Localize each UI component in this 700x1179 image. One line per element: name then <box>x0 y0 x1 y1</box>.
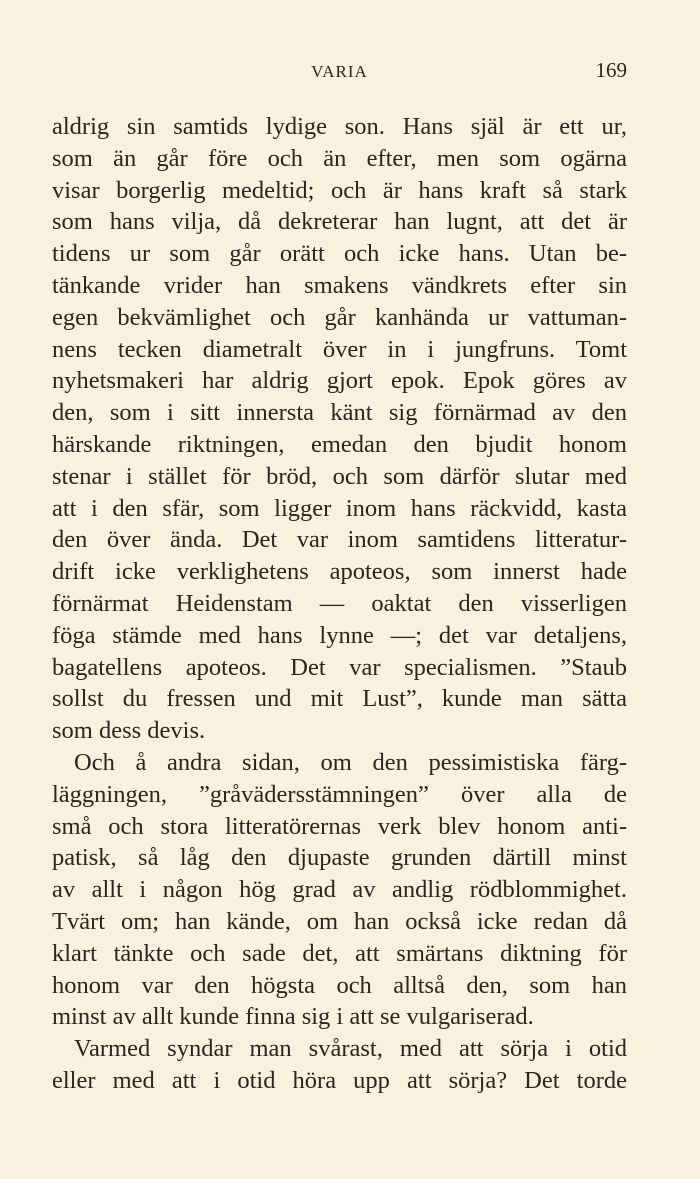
text-line: härskande riktningen, emedan den bjudit honom <box>52 430 627 458</box>
text-line: den, som i sitt innersta känt sig förnärmad av den <box>52 399 627 427</box>
text-line: klart tänkte och sade det, att smärtans diktning för <box>52 939 627 967</box>
text-line: föga stämde med hans lynne —; det var detaljens, <box>52 621 627 649</box>
text-line: den över ända. Det var inom samtidens litteratur- <box>52 526 627 554</box>
running-header <box>52 58 627 86</box>
running-title: VARIA <box>311 62 368 81</box>
text-line: nens tecken diametralt över in i jungfruns. Tomt <box>52 335 627 363</box>
text-line: förnärmat Heidenstam — oaktat den visserligen <box>52 589 627 617</box>
text-line: läggningen, ”gråvädersstämningen” över alla de <box>52 780 627 808</box>
text-line: drift icke verklighetens apoteos, som innerst hade <box>52 558 627 586</box>
text-line: stenar i stället för bröd, och som därför slutar med <box>52 462 627 490</box>
text-line: som än går före och än efter, men som ogärna <box>52 144 627 172</box>
text-line: att i den sfär, som ligger inom hans räckvidd, kasta <box>52 494 627 522</box>
text-line: eller med att i otid höra upp att sörja? Det torde <box>52 1066 627 1094</box>
text-line: Tvärt om; han kände, om han också icke redan då <box>52 907 627 935</box>
text-line: visar borgerlig medeltid; och är hans kraft så stark <box>52 176 627 204</box>
text-line: tänkande vrider han smakens vändkrets efter sin <box>52 271 627 299</box>
page-number: 169 <box>595 58 627 82</box>
body-text <box>52 111 627 1097</box>
text-line: tidens ur som går orätt och icke hans. Utan be- <box>52 240 627 268</box>
text-line: som hans vilja, då dekreterar han lugnt, att det är <box>52 208 627 236</box>
text-line: egen bekvämlighet och går kanhända ur vattuman- <box>52 303 627 331</box>
text-line: patisk, så låg den djupaste grunden därtill minst <box>52 844 627 872</box>
text-line: aldrig sin samtids lydige son. Hans själ är ett ur, <box>52 113 627 140</box>
text-line: minst av allt kunde finna sig i att se vulgariserad. <box>52 1003 534 1031</box>
text-line: som dess devis. <box>52 717 206 745</box>
text-line: Och å andra sidan, om den pessimistiska färg- <box>74 748 627 776</box>
text-line: sollst du fressen und mit Lust”, kunde man sätta <box>52 685 627 713</box>
text-line: av allt i någon hög grad av andlig rödblommighet. <box>52 876 627 904</box>
text-line: Varmed syndar man svårast, med att sörja i otid <box>74 1035 627 1063</box>
text-line: nyhetsmakeri har aldrig gjort epok. Epok göres av <box>52 367 627 395</box>
text-line: honom var den högsta och alltså den, som han <box>52 971 627 999</box>
text-line: bagatellens apoteos. Det var specialismen. ”Staub <box>52 653 627 681</box>
text-line: små och stora litteratörernas verk blev honom anti- <box>52 812 627 840</box>
